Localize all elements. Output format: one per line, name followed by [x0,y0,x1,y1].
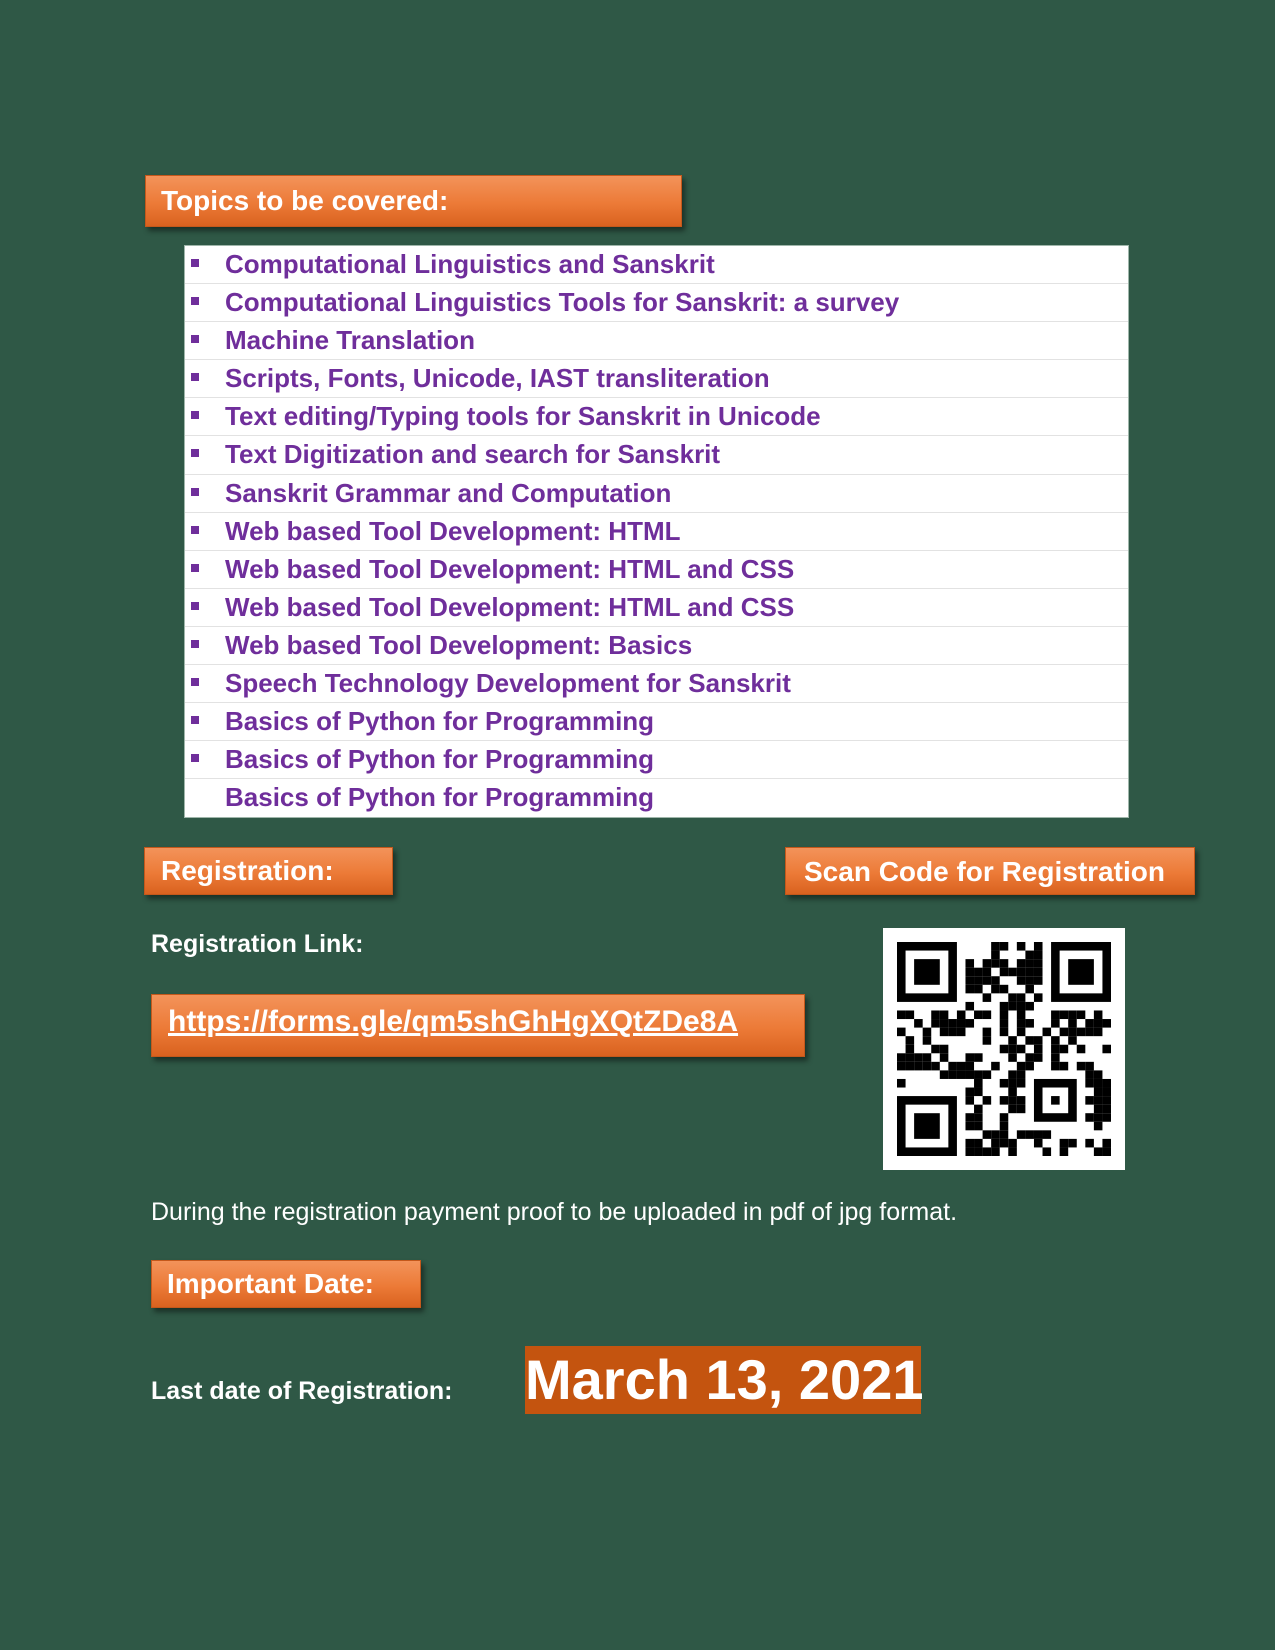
topic-label: Scripts, Fonts, Unicode, IAST transliteration [225,363,770,394]
bullet-icon [191,602,199,610]
topic-list [184,245,1129,818]
topic-item [185,627,1128,665]
topic-item [185,589,1128,627]
bullet-icon [191,259,199,267]
topic-label: Text Digitization and search for Sanskrit [225,439,721,470]
bullet-icon [191,335,199,343]
bullet-icon [191,754,199,762]
topic-item [185,360,1128,398]
topic-item [185,436,1128,474]
last-date-label: Last date of Registration: [151,1377,453,1405]
qr-code-icon[interactable] [883,928,1125,1170]
topic-label: Computational Linguistics Tools for Sanskrit: a survey [225,287,900,318]
bullet-icon [191,678,199,686]
topic-item [185,703,1128,741]
bullet-icon [191,640,199,648]
topic-label: Computational Linguistics and Sanskrit [225,249,715,279]
topic-item [185,741,1128,779]
registration-link[interactable]: https://forms.gle/qm5shGhHgXQtZDe8A [168,1005,739,1038]
topic-label: Sanskrit Grammar and Computation [225,477,672,508]
bullet-icon [191,373,199,381]
topic-label: Text editing/Typing tools for Sanskrit in Unicode [225,401,821,432]
topic-label: Web based Tool Development: HTML [225,515,681,546]
registration-link-box [151,994,805,1057]
topic-item [185,284,1128,322]
topic-label: Basics of Python for Programming [225,744,655,775]
scan-code-heading: Scan Code for Registration [785,847,1195,895]
topic-item [185,551,1128,589]
bullet-icon [191,716,199,724]
registration-link-label: Registration Link: [151,930,364,958]
topic-label: Web based Tool Development: Basics [225,629,693,660]
topic-label: Web based Tool Development: HTML and CSS [225,591,795,622]
topic-label: Web based Tool Development: HTML and CSS [225,553,795,584]
qr-code-graphic [897,942,1111,1156]
topic-item [185,513,1128,551]
last-date-value: March 13, 2021 [525,1346,921,1414]
topic-label: Basics of Python for Programming [225,782,655,813]
bullet-icon [191,449,199,457]
bullet-icon [191,297,199,305]
topic-item [185,779,1128,817]
important-date-heading: Important Date: [151,1260,421,1308]
bullet-icon [191,411,199,419]
bullet-icon [191,564,199,572]
topic-item [185,246,1128,284]
bullet-icon [191,526,199,534]
topics-heading: Topics to be covered: [145,175,682,227]
topic-item [185,665,1128,703]
topic-item [185,322,1128,360]
bullet-icon [191,488,199,496]
topic-label: Basics of Python for Programming [225,706,655,737]
topic-label: Speech Technology Development for Sanskrit [225,668,791,699]
registration-heading: Registration: [144,847,393,895]
payment-note: During the registration payment proof to be uploaded in pdf of jpg format. [151,1198,958,1226]
topic-item [185,398,1128,436]
topic-label: Machine Translation [225,325,475,356]
topic-item [185,475,1128,513]
